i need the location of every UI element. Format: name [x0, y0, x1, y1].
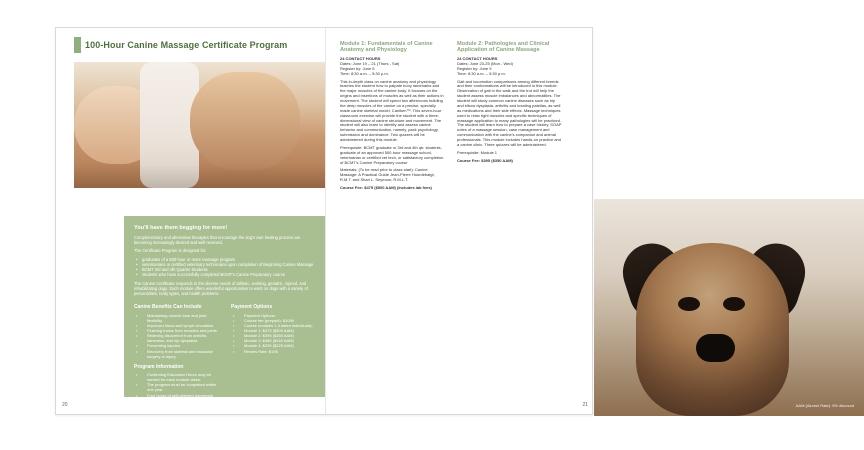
- title-accent-bar: [74, 37, 81, 53]
- payment-item: • Module 3: $485 ($160 AAM): [239, 338, 316, 343]
- module-1-register: Register by: June 5: [340, 65, 375, 71]
- module-1-contact-hours: 24 CONTACT HOURS: [340, 56, 381, 62]
- payment-item: • Module 4: $295 ($225 AAM): [239, 343, 316, 348]
- payment-item: • Module 1: $475 ($500 AAM): [239, 328, 316, 333]
- module-1-time: Time: 8:30 a.m. – 5:30 p.m.: [340, 70, 389, 76]
- program-info-item: • Four hours of self-directed homework and outside class requirements.: [142, 393, 219, 403]
- module-1-column: [340, 41, 445, 191]
- panel-columns: [134, 299, 316, 405]
- intro-paragraph: Complementary and alternative therapies that encourage the dog's own healing process are becoming increasingly desired and well received.: [134, 235, 301, 246]
- dog-photo: [594, 199, 864, 416]
- payment-item: • Review Rate: $195: [239, 349, 316, 354]
- module-1-title: Module 1: Fundamentals of Canine Anatomy and Physiology: [340, 41, 433, 54]
- benefit-item: • Preventing injuries.: [142, 343, 219, 348]
- designed-for-list: [134, 257, 316, 278]
- program-info-list: [134, 372, 219, 403]
- panel-body: [134, 235, 316, 406]
- benefit-item: • Flushing toxins from muscles and joints.: [142, 328, 219, 333]
- benefits-column: [134, 299, 219, 405]
- benefits-title: Canine Benefits Can Include: [134, 304, 202, 311]
- module-1-dates: Dates: June 19 – 21 (Thurs - Sat): [340, 60, 400, 66]
- program-info-title: Program Information: [134, 363, 184, 370]
- module-1-prerequisite: Prerequisite: BCMT graduate or 3rd and 4th qtr. students, graduate of an approved 500-hour massage school, veterinarian or certified vet tech, or satisfactory completion of BCMT's Canine Preparatory course: [340, 144, 444, 165]
- massage-hands-photo: [74, 62, 325, 188]
- photo-caption: AAM (Alumni Rate): 5% discount: [795, 403, 854, 408]
- photo-shadow: [74, 164, 325, 188]
- module-2-register: Register by: June 9: [457, 65, 492, 71]
- module-1-materials: Materials: (To be read prior to class start): Canine Massage: A Practical Guide Jean-Pierre Hourdebaigt, R.M.T. and Shari L. Seymour, R.M.L.T.: [340, 167, 435, 183]
- right-page: [326, 28, 854, 414]
- module-2-column: [457, 41, 562, 164]
- module-2-prerequisite: Prerequisite: Module 1: [457, 149, 498, 155]
- dog-eye-left: [678, 297, 700, 311]
- module-2-title: Module 2: Pathologies and Clinical Application of Canine Massage: [457, 41, 550, 54]
- module-2-fee: Course Fee: $395 ($350 AAM): [457, 157, 513, 163]
- module-1-description: This in-depth class on canine anatomy and physiology teaches the student how to palpate bony landmarks and the major muscles of the canine body. It focuses on the origins and insertions of muscles as well as their actions in movement. The student will spend two afternoons building the deep muscles of the canine on a precise, specially made canine skeletal model, Caniken™. This seven-hour classroom exercise will provide the student with a three-dimensional view of canine structure and movement. The student will also learn to identify and assess canine behavior and communication, namely, pack psychology, submission and dominance. Two quizzes will be administered during this module.: [340, 78, 444, 143]
- payment-title: Payment Options: [231, 304, 273, 311]
- module-2-contact-hours: 24 CONTACT HOURS: [457, 56, 498, 62]
- program-info-item: • The program must be completed within one year.: [142, 382, 219, 392]
- brochure-spread: [55, 27, 854, 415]
- payment-item: • Course modules 1-4 taken individually:: [239, 323, 316, 328]
- program-title: 100-Hour Canine Massage Certificate Program: [85, 40, 288, 50]
- payment-item: • Payment Options:: [239, 313, 316, 318]
- info-panel: [124, 216, 326, 403]
- designed-for-item: • students who have successfully completed BCMT's Canine Preparatory course: [142, 272, 316, 277]
- certificate-paragraph: The Canine Certificate responds to the diverse needs of athletic, working, geriatric, injured, and rehabilitating dogs. Each module offers wonderful opportunities to work on dogs with a variety of personalities, body types, and health problems.: [134, 280, 308, 297]
- payment-item: • Module 2: $395 ($350 AAM): [239, 333, 316, 338]
- dog-nose: [696, 334, 735, 362]
- title-band: [56, 28, 326, 62]
- benefit-item: • Recovery from skeletal and muscular surgery or injury.: [142, 349, 219, 359]
- benefit-item: • Maintaining muscle tone and joint flexibility.: [142, 313, 219, 323]
- module-2-time: Time: 8:30 a.m. – 5:30 p.m.: [457, 70, 506, 76]
- designed-for-item: • veterinarians or certified veterinary technicians upon completion of Beginning Canine Massage: [142, 262, 316, 267]
- panel-heading: You'll have them begging for more!: [134, 225, 228, 231]
- hand-right: [190, 72, 300, 170]
- page-number-right: 21: [582, 402, 588, 408]
- left-page: [56, 28, 326, 414]
- module-2-description: Gait and locomotion comparisons among different breeds and their conformations will be introduced in this module. Observation of gait in the walk and the trot will help the student assess muscle imbalances and abnormalities. The student will study common canine diseases such as hip and elbow dysplasia, arthritis and luxating patellas, as well as medications and their side effects. Massage techniques used to relax tight muscles and specific techniques of massage application to many pathologies will be practiced. The student will learn how to prepare a case history, SOAP notes of a massage session, case management and communication with the canine's companion and animal professionals. This module includes hands-on practice and a canine clinic. Three quizzes will be administered.: [457, 78, 562, 147]
- module-2-dates: Dates: June 23-25 (Mon - Wed): [457, 60, 513, 66]
- dog-head: [636, 243, 789, 416]
- module-1-fee: Course Fee: $475 ($500 AAM) (Includes lab fees): [340, 185, 432, 191]
- designed-for-item: • graduates of a 500-hour or more massage program: [142, 257, 316, 262]
- designed-for-paragraph: The Certificate Program is designed for:: [134, 248, 207, 254]
- benefit-item: • Relieving discomfort from arthritis, lameness, and hip dysplasia.: [142, 333, 219, 343]
- payment-list: [231, 313, 316, 354]
- dog-eye-right: [723, 297, 745, 311]
- payment-item: • Course fee (prepaid): $1090: [239, 318, 316, 323]
- benefits-list: [134, 313, 219, 359]
- benefit-item: • Improved blood and lymph circulation.: [142, 323, 219, 328]
- payment-column: [231, 299, 316, 405]
- program-info-item: • Continuing Education Hours may be earned for each module taken.: [142, 372, 219, 382]
- designed-for-item: • BCMT 3rd and 4th Quarter Students: [142, 267, 316, 272]
- page-number-left: 20: [62, 402, 68, 408]
